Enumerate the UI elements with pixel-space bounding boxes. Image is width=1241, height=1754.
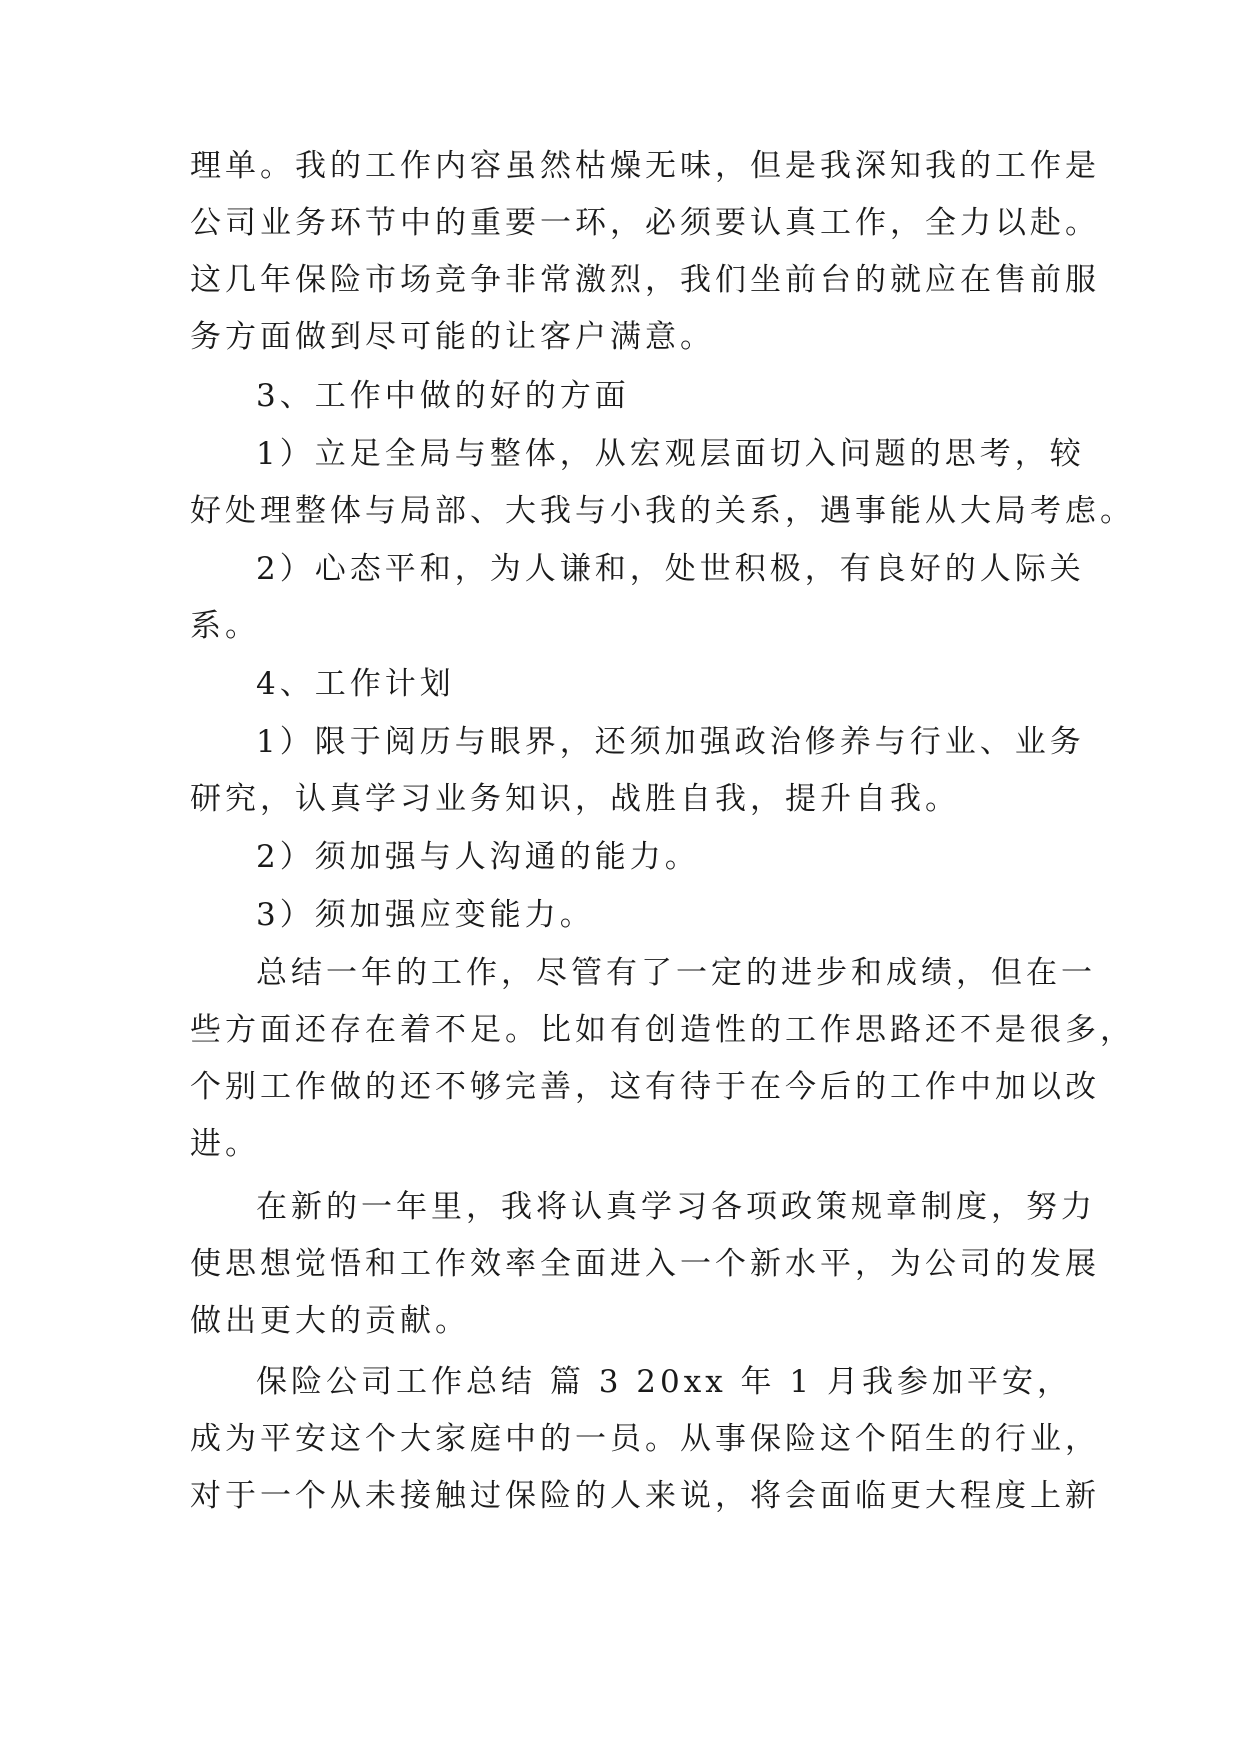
text-line: 对于一个从未接触过保险的人来说，将会面临更大程度上新 <box>190 1478 1100 1514</box>
text-line: 使思想觉悟和工作效率全面进入一个新水平，为公司的发展 <box>190 1246 1100 1282</box>
text-line: 这几年保险市场竞争非常激烈，我们坐前台的就应在售前服 <box>190 262 1100 298</box>
text-line: 系。 <box>190 608 260 644</box>
text-line: 进。 <box>190 1126 260 1162</box>
text-line: 个别工作做的还不够完善，这有待于在今后的工作中加以改 <box>190 1069 1100 1105</box>
text-line: 务方面做到尽可能的让客户满意。 <box>190 319 715 355</box>
text-line: 理单。我的工作内容虽然枯燥无味，但是我深知我的工作是 <box>190 148 1100 184</box>
text-line: 成为平安这个大家庭中的一员。从事保险这个陌生的行业， <box>190 1421 1100 1457</box>
text-line: 做出更大的贡献。 <box>190 1303 470 1339</box>
section-heading: 3、工作中做的好的方面 <box>256 378 630 414</box>
paragraph-start: 总结一年的工作，尽管有了一定的进步和成绩，但在一 <box>256 955 1096 991</box>
section-heading: 4、工作计划 <box>256 666 455 702</box>
list-item: 2）心态平和，为人谦和，处世积极，有良好的人际关 <box>256 551 1085 587</box>
text-line: 研究，认真学习业务知识，战胜自我，提升自我。 <box>190 781 960 817</box>
list-item: 1）立足全局与整体，从宏观层面切入问题的思考，较 <box>256 436 1085 472</box>
paragraph-start: 在新的一年里，我将认真学习各项政策规章制度，努力 <box>256 1189 1096 1225</box>
list-item: 2）须加强与人沟通的能力。 <box>256 839 700 875</box>
text-line: 好处理整体与局部、大我与小我的关系，遇事能从大局考虑。 <box>190 493 1135 529</box>
section-title: 保险公司工作总结 篇 3 20xx 年 1 月我参加平安， <box>256 1364 1072 1400</box>
text-line: 公司业务环节中的重要一环，必须要认真工作，全力以赴。 <box>190 205 1100 241</box>
list-item: 1）限于阅历与眼界，还须加强政治修养与行业、业务 <box>256 724 1085 760</box>
list-item: 3）须加强应变能力。 <box>256 897 595 933</box>
text-line: 些方面还存在着不足。比如有创造性的工作思路还不是很多， <box>190 1012 1135 1048</box>
